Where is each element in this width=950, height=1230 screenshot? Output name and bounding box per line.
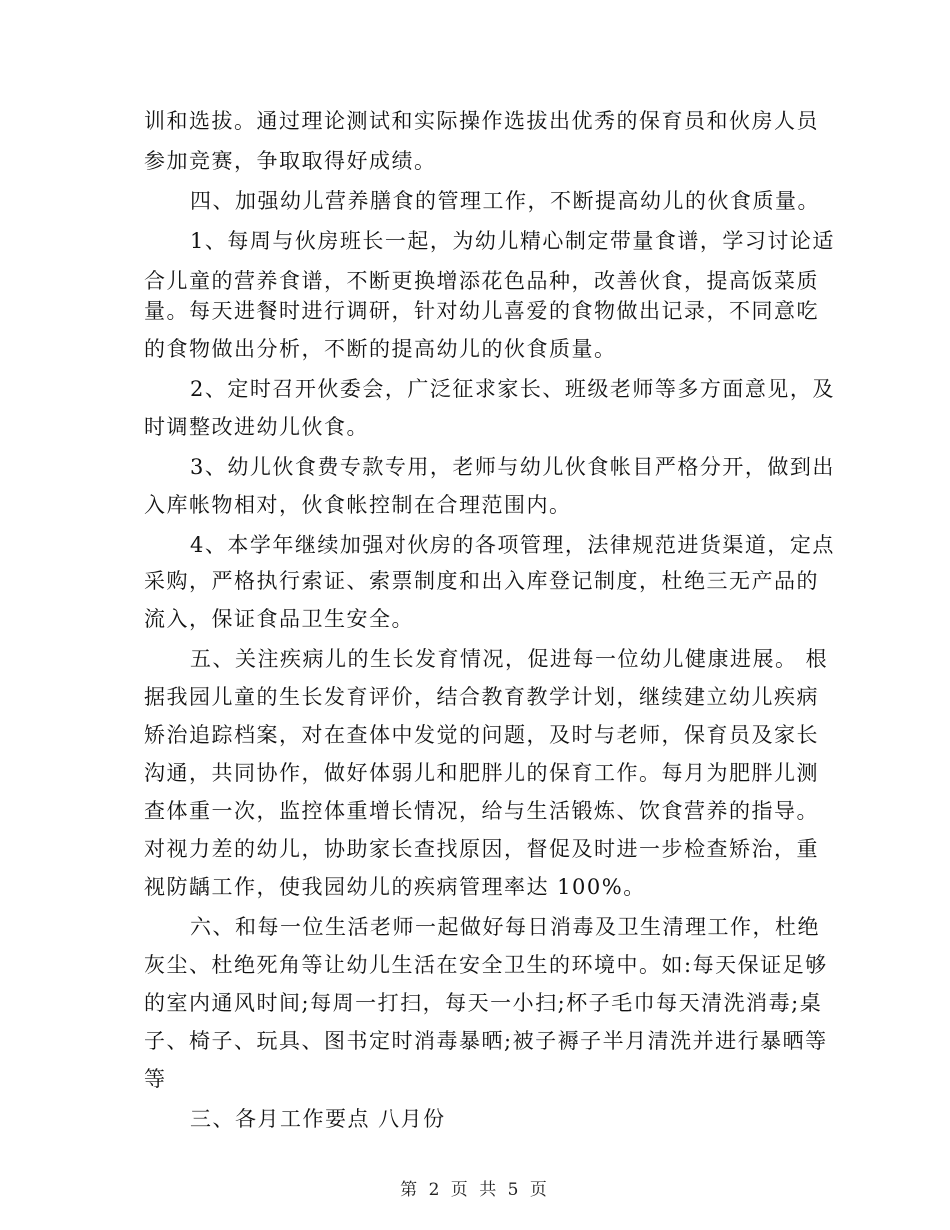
section-heading: 五、关注疾病儿的生长发育情况，促进每一位幼儿健康进展。 根 [190, 647, 829, 671]
section-heading: 六、和每一位生活老师一起做好每日消毒及卫生清理工作，杜绝 [190, 915, 820, 939]
section-heading: 三、各月工作要点 八月份 [190, 1107, 446, 1131]
text-line: 4、本学年继续加强对伙房的各项管理，法律规范进货渠道，定点 [190, 533, 835, 557]
text-line: 流入，保证食品卫生安全。 [144, 607, 414, 631]
text-line: 对视力差的幼儿，协助家长查找原因，督促及时进一步检查矫治，重 [144, 837, 819, 861]
text-line: 的食物做出分析，不断的提高幼儿的伙食质量。 [144, 337, 617, 361]
text-line: 灰尘、杜绝死角等让幼儿生活在安全卫生的环境中。如:每天保证足够 [144, 953, 828, 977]
page-number-footer: 第 2 页 共 5 页 [400, 1180, 550, 1200]
text-line: 据我园儿童的生长发育评价，结合教育教学计划，继续建立幼儿疾病 [144, 685, 819, 709]
section-heading: 四、加强幼儿营养膳食的管理工作，不断提高幼儿的伙食质量。 [190, 189, 820, 213]
text-line: 矫治追踪档案，对在查体中发觉的问题，及时与老师，保育员及家长 [144, 723, 819, 747]
text-line: 1、每周与伙房班长一起，为幼儿精心制定带量食谱，学习讨论适 [190, 229, 835, 253]
text-line: 3、幼儿伙食费专款专用，老师与幼儿伙食帐目严格分开，做到出 [190, 455, 835, 479]
text-line: 沟通，共同协作，做好体弱儿和肥胖儿的保育工作。每月为肥胖儿测 [144, 761, 819, 785]
text-line: 量。每天进餐时进行调研，针对幼儿喜爱的食物做出记录，不同意吃 [144, 299, 819, 323]
text-line: 的室内通风时间;每周一打扫，每天一小扫;杯子毛巾每天清洗消毒;桌 [144, 991, 823, 1015]
text-line: 视防龋工作，使我园幼儿的疾病管理率达 100%。 [144, 875, 646, 899]
text-line: 参加竞赛，争取取得好成绩。 [144, 149, 437, 173]
text-line: 训和选拔。通过理论测试和实际操作选拔出优秀的保育员和伙房人员 [144, 109, 819, 133]
text-line: 查体重一次，监控体重增长情况，给与生活锻炼、饮食营养的指导。 [144, 799, 819, 823]
text-line: 时调整改进幼儿伙食。 [144, 415, 369, 439]
text-line: 合儿童的营养食谱，不断更换增添花色品种，改善伙食，提高饭菜质 [144, 269, 819, 293]
text-line: 子、椅子、玩具、图书定时消毒暴晒;被子褥子半月清洗并进行暴晒等 [144, 1029, 828, 1053]
text-line: 入库帐物相对，伙食帐控制在合理范围内。 [144, 493, 572, 517]
text-line: 采购，严格执行索证、索票制度和出入库登记制度，杜绝三无产品的 [144, 569, 819, 593]
text-line: 等 [144, 1067, 167, 1091]
text-line: 2、定时召开伙委会，广泛征求家长、班级老师等多方面意见，及 [190, 377, 835, 401]
